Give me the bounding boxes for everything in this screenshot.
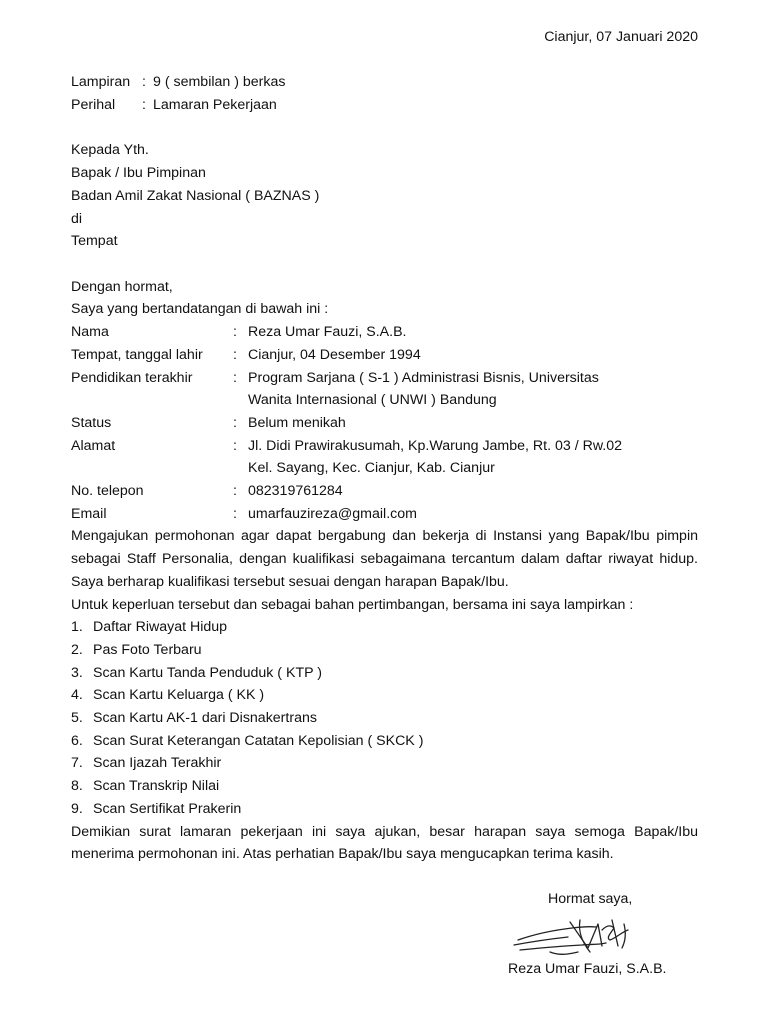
colon: : [142, 74, 146, 91]
recipient-line: Badan Amil Zakat Nasional ( BAZNAS ) [71, 187, 320, 204]
attachment-text: Scan Surat Keterangan Catatan Kepolisian ( SKCK ) [93, 732, 424, 749]
attachment-list [71, 616, 698, 820]
colon: : [233, 346, 237, 363]
attachment-text: Scan Transkrip Nilai [93, 778, 220, 795]
attachment-number: 7. [71, 755, 83, 772]
personal-info-row [71, 321, 698, 344]
recipient-line: Kepada Yth. [71, 142, 149, 159]
personal-info-table [71, 321, 698, 525]
attachment-number: 3. [71, 664, 83, 681]
letter-page [71, 26, 698, 866]
personal-info-row [71, 367, 698, 390]
recipient-line: Bapak / Ibu Pimpinan [71, 165, 206, 182]
attachment-number: 1. [71, 619, 83, 636]
closing-paragraph: Demikian surat lamaran pekerjaan ini saya ajukan, besar harapan saya semoga Bapak/Ibu menerima permohonan ini. Atas perhatian Bapak/Ibu saya mengucapkan terima kasih. [71, 823, 698, 863]
attachment-item [71, 662, 698, 685]
attachment-text: Scan Ijazah Terakhir [93, 755, 222, 772]
attachment-number: 8. [71, 778, 83, 795]
personal-info-value: 082319761284 [248, 483, 343, 500]
personal-info-value: Kel. Sayang, Kec. Cianjur, Kab. Cianjur [248, 460, 495, 477]
attachment-intro: Untuk keperluan tersebut dan sebagai bahan pertimbangan, bersama ini saya lampirkan : [71, 596, 634, 613]
colon: : [233, 369, 237, 386]
colon [233, 389, 248, 412]
attachment-number: 6. [71, 732, 83, 749]
personal-info-value: Cianjur, 04 Desember 1994 [248, 346, 421, 363]
personal-info-value: Wanita Internasional ( UNWI ) Bandung [248, 392, 497, 409]
attachment-item [71, 730, 698, 753]
attachment-item [71, 616, 698, 639]
colon: : [142, 97, 146, 114]
personal-info-value: Program Sarjana ( S-1 ) Administrasi Bisnis, Universitas [248, 369, 599, 386]
personal-info-label: Nama [71, 324, 109, 341]
personal-info-row [71, 480, 698, 503]
attachment-number: 4. [71, 687, 83, 704]
personal-info-label [71, 457, 233, 480]
personal-info-value: Reza Umar Fauzi, S.A.B. [248, 324, 407, 341]
letter-date: Cianjur, 07 Januari 2020 [544, 29, 698, 45]
personal-info-label: Email [71, 505, 107, 522]
lampiran-label: Lampiran [71, 74, 131, 91]
personal-info-label: Alamat [71, 437, 116, 454]
personal-info-label [71, 389, 233, 412]
body-paragraph: Mengajukan permohonan agar dapat bergabung dan bekerja di Instansi yang Bapak/Ibu pimpin sebagai Staff Personalia, dengan kualifikasi sebagaimana tercantum dalam daftar riwayat hidup. Saya berharap kualifikasi tersebut sesuai dengan harapan Bapak/Ibu. [71, 528, 698, 590]
attachment-text: Scan Kartu Tanda Penduduk ( KTP ) [93, 664, 322, 681]
attachment-text: Scan Kartu AK-1 dari Disnakertrans [93, 710, 317, 727]
recipient-line: di [71, 210, 83, 227]
personal-info-label: Pendidikan terakhir [71, 369, 193, 386]
perihal-label: Perihal [71, 97, 116, 114]
personal-info-label: Status [71, 414, 112, 431]
handwritten-signature [510, 912, 640, 962]
personal-info-label: No. telepon [71, 483, 144, 500]
attachment-item [71, 752, 698, 775]
attachment-item [71, 775, 698, 798]
attachment-item [71, 684, 698, 707]
personal-info-row [71, 457, 698, 480]
colon: : [233, 505, 237, 522]
personal-info-row [71, 412, 698, 435]
colon: : [233, 437, 237, 454]
colon: : [233, 414, 237, 431]
personal-info-value: Belum menikah [248, 414, 346, 431]
personal-info-label: Tempat, tanggal lahir [71, 346, 203, 363]
lampiran-value: 9 ( sembilan ) berkas [153, 74, 286, 91]
attachment-text: Daftar Riwayat Hidup [93, 619, 228, 636]
attachment-text: Scan Sertifikat Prakerin [93, 800, 242, 817]
personal-info-row [71, 435, 698, 458]
attachment-number: 2. [71, 641, 83, 658]
attachment-text: Pas Foto Terbaru [93, 641, 202, 658]
personal-info-row [71, 503, 698, 526]
personal-info-row [71, 389, 698, 412]
signature-closing: Hormat saya, [548, 891, 633, 907]
attachment-item [71, 707, 698, 730]
colon: : [233, 483, 237, 500]
attachment-number: 5. [71, 710, 83, 727]
attachment-item [71, 798, 698, 821]
signatory-name: Reza Umar Fauzi, S.A.B. [508, 961, 667, 977]
attachment-text: Scan Kartu Keluarga ( KK ) [93, 687, 265, 704]
colon [233, 457, 248, 480]
greeting: Dengan hormat, [71, 278, 173, 295]
perihal-row [71, 94, 698, 117]
personal-info-row [71, 344, 698, 367]
perihal-value: Lamaran Pekerjaan [153, 97, 277, 114]
recipient-line: Tempat [71, 233, 118, 250]
personal-info-value: Jl. Didi Prawirakusumah, Kp.Warung Jambe, Rt. 03 / Rw.02 [248, 437, 623, 454]
attachment-item [71, 639, 698, 662]
attachment-number: 9. [71, 800, 83, 817]
lampiran-row [71, 71, 698, 94]
colon: : [233, 324, 237, 341]
intro-text: Saya yang bertandatangan di bawah ini : [71, 301, 329, 318]
personal-info-value: umarfauzireza@gmail.com [248, 505, 417, 522]
